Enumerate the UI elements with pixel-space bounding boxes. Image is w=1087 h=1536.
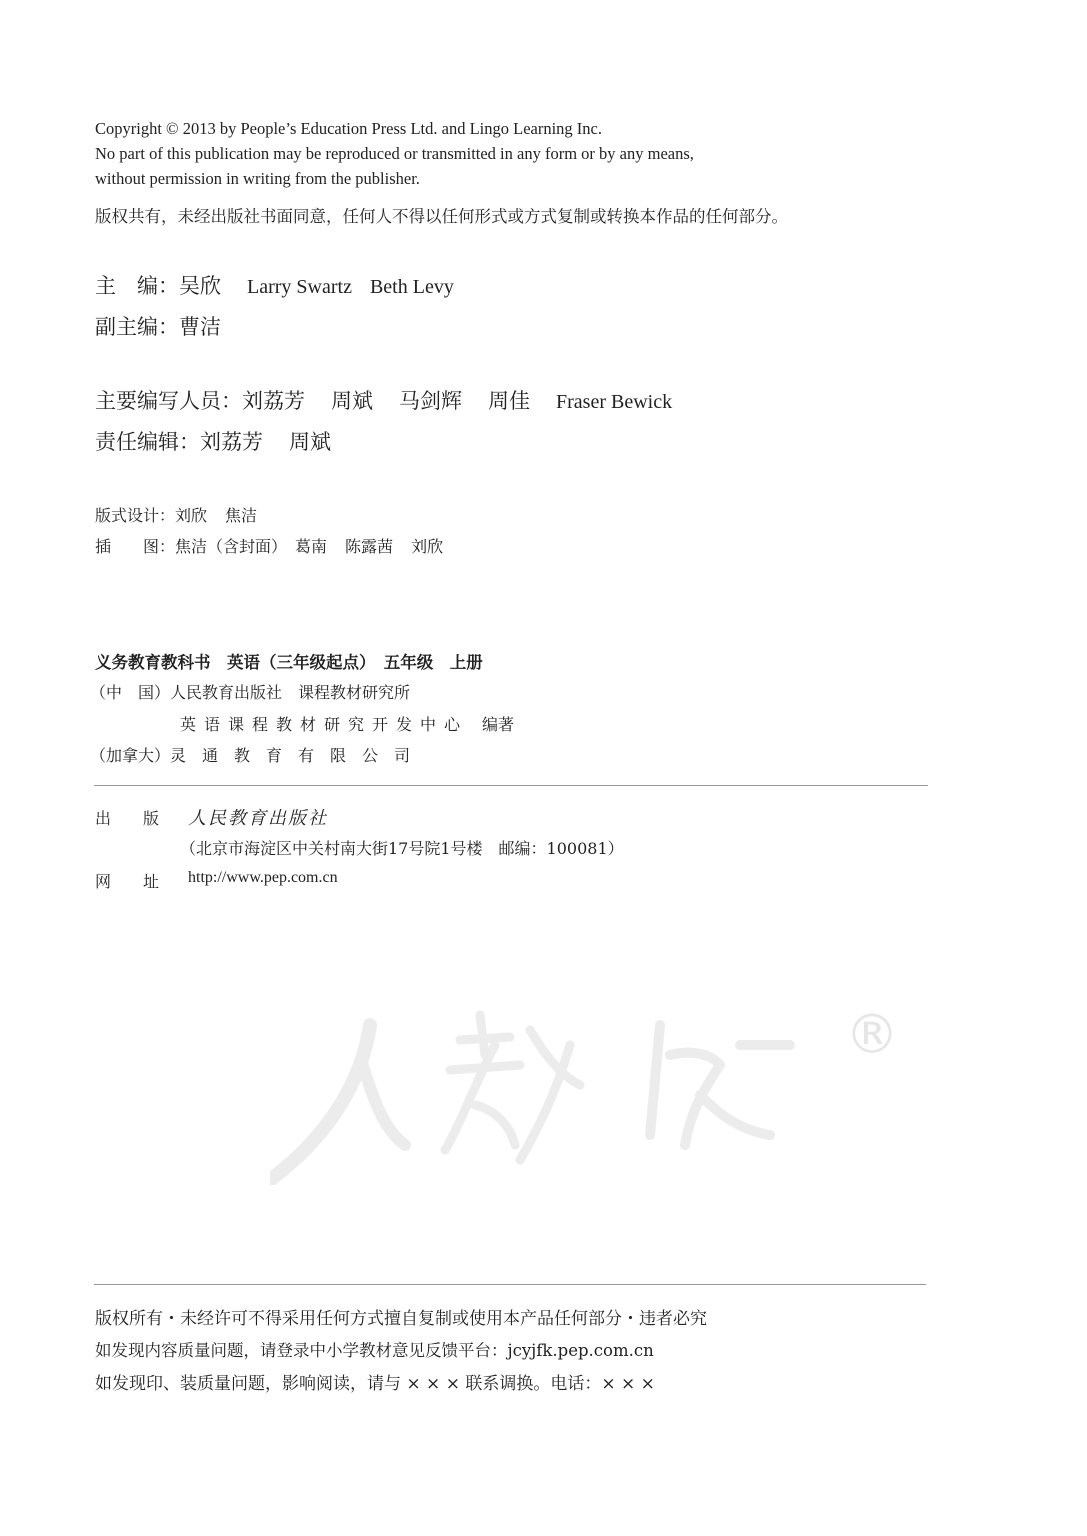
illustration-line xyxy=(95,534,443,557)
layout-design-label: 版式设计： xyxy=(95,506,176,525)
org-china: （中 国）人民教育出版社 课程教材研究所 xyxy=(90,683,411,702)
watermark-brush-icon xyxy=(270,985,850,1185)
deputy-editor-line xyxy=(95,311,221,341)
org-center: 英语课程教材研究开发中心 xyxy=(180,715,469,734)
deputy-editor-label: 副主编： xyxy=(95,315,179,339)
illustrator-name: 焦洁（含封面） xyxy=(175,537,288,556)
org-canada-label: （加拿大） xyxy=(90,746,171,765)
website-link[interactable]: http://www.pep.com.cn xyxy=(188,869,338,886)
watermark-logo xyxy=(270,985,899,1185)
writer-name: 马剑辉 xyxy=(399,389,462,413)
chief-editor-name: Beth Levy xyxy=(369,276,454,298)
chief-editor-line xyxy=(95,270,454,300)
footer-rights: 版权所有・未经许可不得采用任何方式擅自复制或使用本产品任何部分・违者必究 xyxy=(95,1309,707,1329)
copyright-cn: 版权共有，未经出版社书面同意，任何人不得以任何形式或方式复制或转换本作品的任何部分。 xyxy=(95,207,788,226)
responsible-editor-name: 周斌 xyxy=(289,430,331,454)
divider-top xyxy=(94,785,928,786)
book-title: 义务教育教科书 英语（三年级起点） 五年级 上册 xyxy=(95,653,483,672)
registered-mark: ® xyxy=(845,1003,899,1066)
publisher-label: 出 版 xyxy=(95,809,160,828)
org-author-suffix: 编著 xyxy=(482,715,515,734)
designer-name: 刘欣 xyxy=(175,506,208,525)
illustrator-name: 葛南 xyxy=(295,537,328,556)
org-center-line xyxy=(180,712,514,735)
copyright-line-3: without permission in writing from the publisher. xyxy=(95,169,420,188)
publisher-logo: 人民教育出版社 xyxy=(188,808,328,829)
main-writers-line xyxy=(95,385,672,415)
illustrator-name: 陈露茜 xyxy=(345,537,394,556)
writer-name: Fraser Bewick xyxy=(556,391,673,413)
website-label: 网 址 xyxy=(95,872,160,891)
illustrator-name: 刘欣 xyxy=(411,537,444,556)
responsible-editor-name: 刘荔芳 xyxy=(200,430,263,454)
footer-feedback: 如发现内容质量问题，请登录中小学教材意见反馈平台：jcyjfk.pep.com.cn xyxy=(95,1341,654,1360)
main-writers-label: 主要编写人员： xyxy=(95,389,242,413)
copyright-line-2: No part of this publication may be reproduced or transmitted in any form or by any means, xyxy=(95,144,694,163)
publisher-address: （北京市海淀区中关村南大街17号院1号楼 邮编：100081） xyxy=(180,839,624,858)
divider-bottom xyxy=(94,1284,926,1285)
responsible-editor-line xyxy=(95,426,331,456)
footer-print-issues: 如发现印、装质量问题，影响阅读，请与 × × × 联系调换。电话：× × × xyxy=(95,1374,655,1394)
chief-editor-name: Larry Swartz xyxy=(247,276,352,298)
designer-name: 焦洁 xyxy=(225,506,258,525)
chief-editor-name: 吴欣 xyxy=(179,274,221,298)
deputy-editor-name: 曹洁 xyxy=(179,315,221,339)
copyright-line-1: Copyright © 2013 by People’s Education Press Ltd. and Lingo Learning Inc. xyxy=(95,119,602,138)
writer-name: 刘荔芳 xyxy=(242,389,305,413)
org-canada-line xyxy=(90,743,426,766)
chief-editor-label: 主 编： xyxy=(95,274,179,298)
org-canada: 灵通教育有限公司 xyxy=(170,746,427,765)
writer-name: 周佳 xyxy=(488,389,530,413)
illustration-label: 插 图： xyxy=(95,537,176,556)
responsible-editor-label: 责任编辑： xyxy=(95,430,200,454)
writer-name: 周斌 xyxy=(331,389,373,413)
layout-design-line xyxy=(95,503,257,526)
